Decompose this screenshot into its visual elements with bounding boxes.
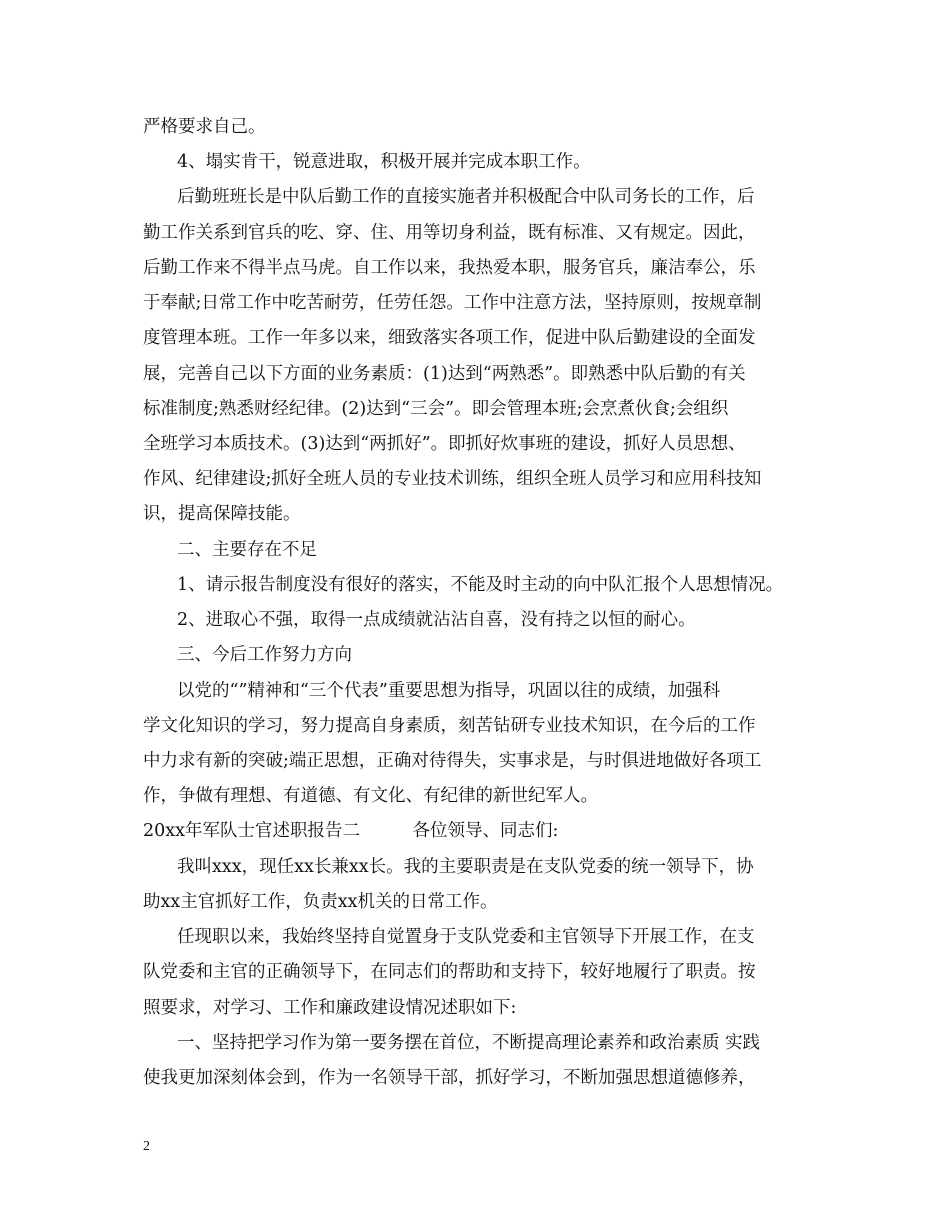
body-text-line: 识，提高保障技能。 — [143, 504, 301, 524]
body-text-line: 2、进取心不强，取得一点成绩就沾沾自喜，没有持之以恒的耐心。 — [177, 610, 696, 630]
body-text-line: 展，完善自己以下方面的业务素质：(1)达到“两熟悉”。即熟悉中队后勤的有关 — [143, 364, 746, 384]
body-text-line: 作，争做有理想、有道德、有文化、有纪律的新世纪军人。 — [143, 786, 598, 806]
body-text-line: 于奉献;日常工作中吃苦耐劳，任劳任怨。工作中注意方法，坚持原则，按规章制 — [143, 293, 762, 313]
body-text-line: 度管理本班。工作一年多以来，细致落实各项工作，促进中队后勤建设的全面发 — [143, 328, 756, 348]
report-title-line: 20xx年军队士官述职报告二 各位领导、同志们: — [143, 821, 559, 841]
body-text-line: 任现职以来，我始终坚持自觉置身于支队党委和主官领导下开展工作，在支 — [177, 927, 755, 947]
page-number: 2 — [143, 1139, 150, 1154]
body-text-line: 勤工作关系到官兵的吃、穿、住、用等切身利益，既有标准、又有规定。因此， — [143, 223, 756, 243]
body-text-line: 4、塌实肯干，锐意进取，积极开展并完成本职工作。 — [177, 152, 591, 172]
body-text-line: 1、请示报告制度没有很好的落实，不能及时主动的向中队汇报个人思想情况。 — [177, 575, 784, 595]
body-text-line: 照要求，对学习、工作和廉政建设情况述职如下: — [143, 998, 517, 1018]
body-text-line: 助xx主官抓好工作，负责xx机关的日常工作。 — [143, 892, 498, 912]
section-heading: 三、今后工作努力方向 — [177, 645, 352, 665]
body-text-line: 队党委和主官的正确领导下，在同志们的帮助和支持下，较好地履行了职责。按 — [143, 962, 756, 982]
body-text-line: 全班学习本质技术。(3)达到“两抓好”。即抓好炊事班的建设，抓好人员思想、 — [143, 434, 746, 454]
body-text-line: 严格要求自己。 — [143, 117, 266, 137]
body-text-line: 学文化知识的学习，努力提高自身素质，刻苦钻研专业技术知识，在今后的工作 — [143, 716, 756, 736]
body-text-line: 一、坚持把学习作为第一要务摆在首位，不断提高理论素养和政治素质 实践 — [177, 1033, 761, 1053]
body-text-line: 以党的“”精神和“三个代表”重要思想为指导，巩固以往的成绩，加强科 — [177, 681, 721, 701]
body-text-line: 中力求有新的突破;端正思想，正确对待得失，实事求是，与时俱进地做好各项工 — [143, 751, 762, 771]
body-text-line: 后勤班班长是中队后勤工作的直接实施者并积极配合中队司务长的工作，后 — [177, 187, 755, 207]
body-text-line: 标准制度;熟悉财经纪律。(2)达到“三会”。即会管理本班;会烹煮伙食;会组织 — [143, 399, 729, 419]
section-heading: 二、主要存在不足 — [177, 540, 317, 560]
body-text-line: 我叫xxx，现任xx长兼xx长。我的主要职责是在支队党委的统一领导下，协 — [177, 857, 754, 877]
body-text-line: 使我更加深刻体会到，作为一名领导干部，抓好学习，不断加强思想道德修养， — [143, 1068, 756, 1088]
body-text-line: 作风、纪律建设;抓好全班人员的专业技术训练，组织全班人员学习和应用科技知 — [143, 469, 762, 489]
body-text-line: 后勤工作来不得半点马虎。自工作以来，我热爱本职，服务官兵，廉洁奉公，乐 — [143, 258, 756, 278]
